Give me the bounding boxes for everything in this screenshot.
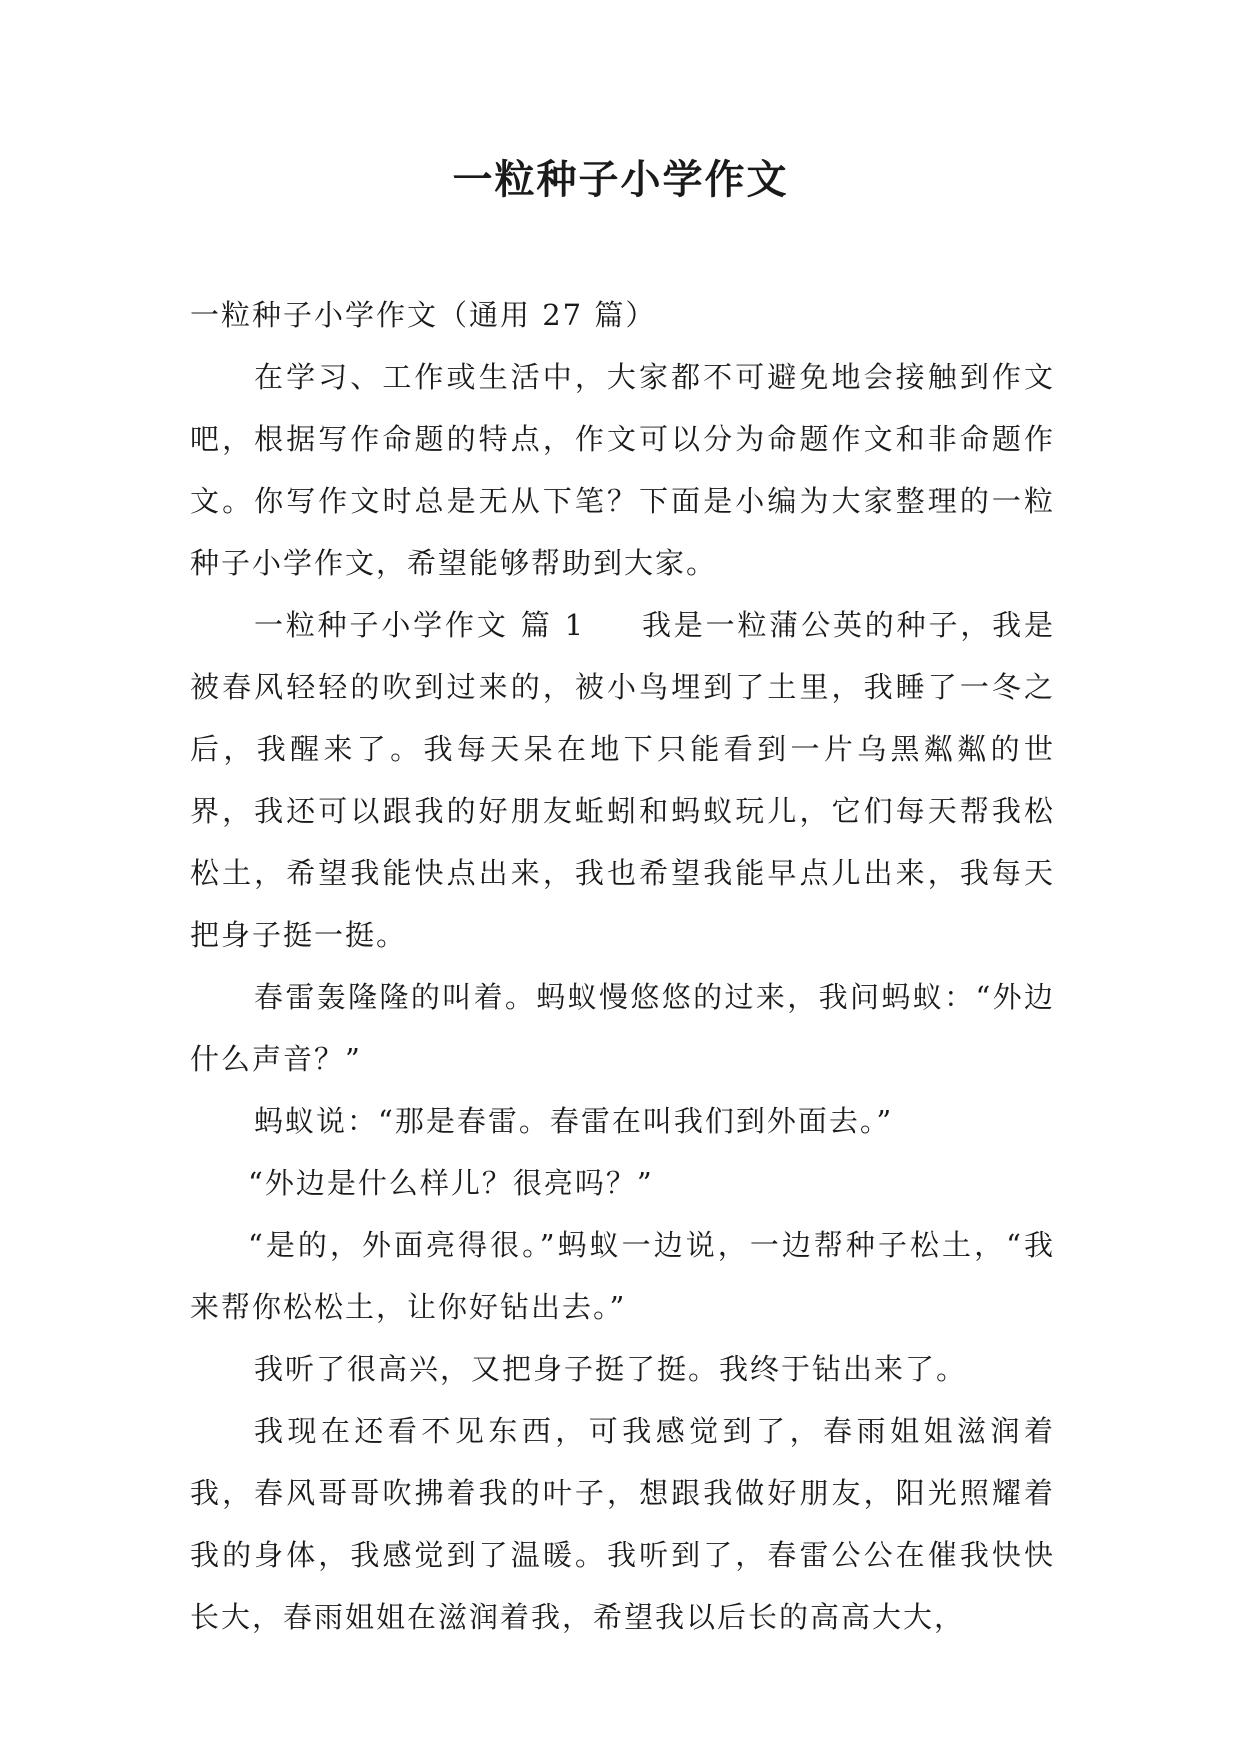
seed-question-paragraph: “外边是什么样儿？很亮吗？” [248,1166,654,1200]
spring-thunder-paragraph: 春雷轰隆隆的叫着。蚂蚁慢悠悠的过来，我问蚂蚁：“外边什么声音？” [190,980,1055,1076]
subtitle-paragraph: 一粒种子小学作文（通用 27 篇） [190,298,657,332]
feeling-paragraph: 我现在还看不见东西，可我感觉到了，春雨姐姐滋润着我，春风哥哥吹拂着我的叶子，想跟我做好朋友，阳光照耀着我的身体，我感觉到了温暖。我听到了，春雷公公在催我快快长大，春雨姐姐在滋润着我，希望我以后长的高高大大， [190,1414,1055,1634]
ant-reply-paragraph: 蚂蚁说：“那是春雷。春雷在叫我们到外面去。” [254,1104,894,1138]
essay-1-paragraph [190,594,1055,966]
essay-1-opening-text: 我是一粒蒲公英的种子，我是被春风轻轻的吹到过来的，被小鸟埋到了土里，我睡了一冬之后，我醒来了。我每天呆在地下只能看到一片乌黑粼粼的世界，我还可以跟我的好朋友蚯蚓和蚂蚁玩儿，它们每天帮我松松土，希望我能快点出来，我也希望我能早点儿出来，我每天把身子挺一挺。 [190,608,1055,952]
ant-answer-paragraph: “是的，外面亮得很。”蚂蚁一边说，一边帮种子松土，“我来帮你松松土，让你好钻出去。” [190,1228,1055,1324]
intro-paragraph: 在学习、工作或生活中，大家都不可避免地会接触到作文吧，根据写作命题的特点，作文可以分为命题作文和非命题作文。你写作文时总是无从下笔？下面是小编为大家整理的一粒种子小学作文，希望能够帮助到大家。 [190,360,1055,580]
document-title: 一粒种子小学作文 [452,157,789,203]
essay-1-heading: 一粒种子小学作文 篇 1 [254,608,586,642]
document-body [190,284,1055,1648]
emerged-paragraph: 我听了很高兴，又把身子挺了挺。我终于钻出来了。 [254,1352,968,1386]
